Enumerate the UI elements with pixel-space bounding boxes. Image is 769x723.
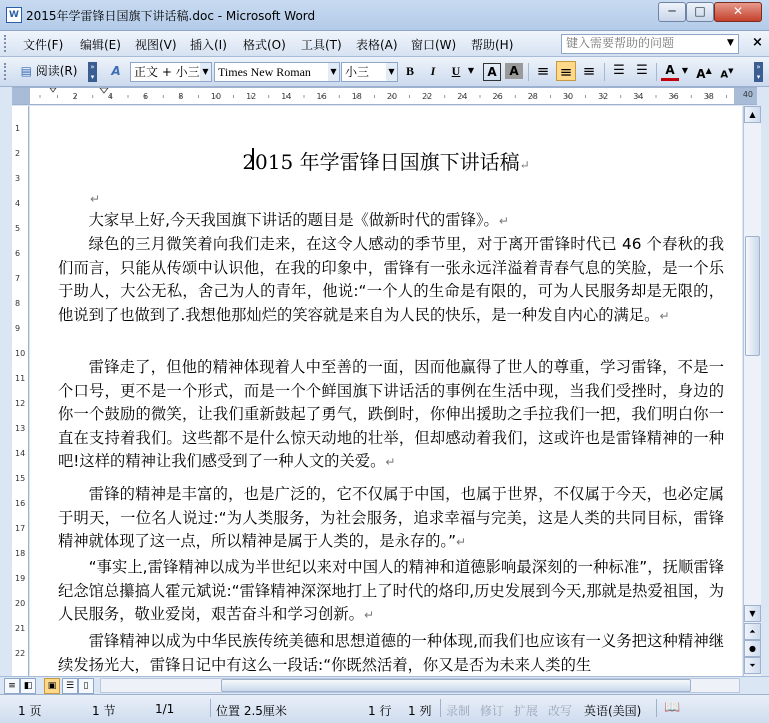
window-title: 2015年学雷锋日国旗下讲话稿.doc - Microsoft Word: [26, 9, 316, 23]
ruler-label: 22: [15, 649, 26, 658]
paragraph-mark: ↵: [659, 308, 670, 323]
ruler-label: 30: [562, 92, 574, 101]
book-icon: ▤: [20, 64, 32, 78]
italic-button[interactable]: I: [430, 64, 436, 78]
ruler-label: 28: [527, 92, 538, 101]
paragraph-spring[interactable]: [58, 233, 724, 328]
maximize-button[interactable]: □: [686, 2, 714, 22]
ruler-label: 36: [668, 92, 679, 101]
help-search-box[interactable]: [561, 34, 739, 54]
status-line: 1 行: [368, 704, 392, 718]
document-title-text: 2015 年学雷锋日国旗下讲话稿: [242, 150, 520, 174]
status-language[interactable]: 英语(美国): [584, 704, 642, 718]
horizontal-scroll-row: [0, 676, 769, 694]
status-separator: [440, 699, 441, 717]
ruler-label: 18: [351, 92, 362, 101]
empty-paragraph-mark: ↵: [90, 192, 101, 206]
ruler-label: 14: [281, 92, 292, 101]
chevron-down-icon: ▼: [328, 63, 339, 81]
menu-grip-handle[interactable]: [4, 35, 10, 52]
ruler-label: 34: [633, 92, 644, 101]
ruler-label: 10: [210, 92, 222, 101]
ruler-label: 2: [15, 149, 21, 158]
paragraph-text: 雷锋精神以成为中华民族传统美德和思想道德的一种体现,而我们也应该有一义务把这种精神继续发扬光大，雷锋日记中有这么一段话:“你既然活着，你又是否为未来人类的生: [58, 632, 724, 674]
normal-view-icon[interactable]: ≡: [4, 678, 20, 694]
horizontal-scrollbar[interactable]: [100, 678, 740, 693]
menu-help[interactable]: 帮助(H): [471, 38, 514, 52]
font-size-value: 小三: [345, 65, 370, 79]
ruler-label: 26: [492, 92, 503, 101]
styles-pane-icon[interactable]: A: [111, 64, 121, 78]
font-color-button[interactable]: A: [661, 61, 679, 81]
ruler-label: 1: [15, 124, 21, 133]
ruler-label: 22: [422, 92, 433, 101]
ruler-label: 12: [15, 399, 26, 408]
close-button[interactable]: ✕: [714, 2, 762, 22]
menu-view[interactable]: 视图(V): [135, 38, 177, 52]
scroll-down-icon[interactable]: ▼: [744, 605, 761, 622]
align-center-icon[interactable]: ≡: [556, 61, 576, 81]
help-search-dropdown-icon[interactable]: ▼: [727, 38, 734, 48]
ruler-label: 13: [15, 424, 26, 433]
paragraph-mark: ↵: [498, 214, 509, 228]
paragraph-greeting[interactable]: [58, 209, 724, 234]
status-separator: [656, 699, 657, 717]
status-bar: [0, 694, 769, 723]
status-page-of: 1/1: [155, 702, 175, 716]
ruler-label: 18: [15, 549, 26, 558]
ruler-label: 38: [703, 92, 714, 101]
paragraph-text: “事实上,雷锋精神以成为半世纪以来对中国人的精神和道德影响最深刻的一种标准”，抚顺雷锋纪念馆总攥搞人霍元斌说:“雷锋精神深深地打上了时代的烙印,历史发展到今天,那就是热爱祖国，为人民服务，敬业爱岗，艰苦奋斗和学习创新。: [58, 558, 724, 624]
vertical-ruler[interactable]: [12, 106, 29, 676]
ruler-label: 20: [386, 92, 398, 101]
menu-window[interactable]: 窗口(W): [411, 38, 457, 52]
menu-format[interactable]: 格式(O): [243, 38, 286, 52]
toolbar-overflow-chevron-icon[interactable]: » ▾: [754, 62, 763, 82]
reading-layout-view-icon[interactable]: ▯: [78, 678, 94, 694]
document-title[interactable]: [30, 146, 742, 175]
ruler-label: 11: [15, 374, 26, 383]
paragraph-text: 大家早上好,今天我国旗下讲话的题目是《做新时代的雷锋》。: [88, 211, 499, 229]
align-justify-icon[interactable]: ≡: [536, 62, 550, 80]
web-layout-view-icon[interactable]: ◧: [20, 678, 36, 694]
scroll-up-icon[interactable]: ▲: [744, 106, 761, 123]
menu-tools[interactable]: 工具(T): [301, 38, 342, 52]
vertical-scroll-thumb[interactable]: [745, 236, 760, 356]
spelling-grammar-icon[interactable]: 📖: [664, 700, 681, 715]
ruler-label: 4: [15, 199, 21, 208]
ruler-label: 24: [457, 92, 468, 101]
font-select[interactable]: [214, 62, 340, 82]
status-track-changes[interactable]: 修订: [480, 704, 505, 718]
bold-button[interactable]: B: [405, 64, 414, 78]
status-record[interactable]: 录制: [446, 704, 471, 718]
status-column: 1 列: [408, 704, 432, 718]
ruler-label: 7: [15, 274, 21, 283]
paragraph-mark: ↵: [456, 535, 467, 550]
font-size-select[interactable]: [341, 62, 398, 82]
paragraph-mark: ↵: [363, 608, 375, 623]
help-search-input[interactable]: [562, 35, 730, 51]
ruler-label: 16: [316, 92, 327, 101]
ruler-label: 32: [598, 92, 609, 101]
horizontal-scroll-thumb[interactable]: [221, 679, 691, 692]
ruler-label: 16: [15, 499, 26, 508]
ruler-label: 6: [15, 249, 21, 258]
ruler-label: 19: [15, 574, 26, 583]
toolbar-grip-handle[interactable]: [4, 63, 10, 80]
print-layout-view-icon[interactable]: ▣: [44, 678, 60, 694]
ruler-label: 8: [178, 92, 184, 101]
ruler-end-label: 40: [742, 90, 753, 99]
chevron-down-icon: ▼: [386, 63, 397, 81]
paragraph-text: 雷锋走了，但他的精神体现着人中至善的一面，因而他赢得了世人的尊重，学习雷锋，不是一个口号，更不是一个形式，而是一个个鲜国旗下讲话活的事例在生活中现，当我们受挫时，身边的你一个鼓励的微笑，让我们重新鼓起了勇气，跌倒时，你伸出援助之手拉我们一把，我们明白你一直在支持着我们。这些都不是什么惊天动地的壮举，但却感动着我们，这或许也是雷锋精神的一种吧!这样的精神让我们感受到了一种人文的关爱。: [58, 358, 724, 471]
title-bar: [0, 0, 769, 31]
menu-edit[interactable]: 编辑(E): [80, 38, 121, 52]
reading-mode-label: 阅读(R): [35, 64, 78, 78]
toolbar-separator: [656, 63, 657, 81]
ruler-label: 14: [15, 449, 26, 458]
paragraph-text: 绿色的三月微笑着向我们走来，在这令人感动的季节里，对于离开雷锋时代已 46 个春秋的我们而言，只能从传颂中认识他，在我的印象中，雷锋有一张永远洋溢着青春气息的笑脸，是一个乐于助人，大公无私，舍己为人的青年，他说:“一个人的生命是有限的，可为人民服务却是无限的，他说到了也做到了.我想他那灿烂的笑容就是来自为人民的快乐，是一种发自内心的满足。: [58, 235, 724, 324]
document-page[interactable]: [30, 106, 742, 676]
ruler-label: 21: [15, 624, 26, 633]
ruler-label: 6: [143, 92, 149, 101]
paragraph-fact[interactable]: [58, 556, 724, 628]
ruler-label: 8: [15, 299, 21, 308]
status-overtype[interactable]: 改写: [548, 704, 573, 718]
horizontal-ruler[interactable]: [12, 87, 757, 105]
paragraph-mark: ↵: [519, 158, 530, 172]
paragraph-spirit[interactable]: [58, 356, 724, 475]
paragraph-text: 雷锋的精神是丰富的，也是广泛的，它不仅属于中国，也属于世界，不仅属于今天，也必定属于明天，一位名人说过:“为人类服务，为社会服务，追求幸福与完美，这是人类的共同目标，雷锋精神就体现了这一点，所以精神是属于人类的，是永存的。”: [58, 485, 724, 551]
paragraph-mark: ↵: [385, 455, 396, 470]
status-page: 1 页: [18, 704, 42, 718]
chevron-down-icon: ▼: [200, 63, 211, 81]
next-page-icon[interactable]: ⏷: [744, 657, 761, 674]
select-browse-object-icon[interactable]: ●: [744, 640, 761, 657]
minimize-button[interactable]: ─: [658, 2, 686, 22]
ruler-label: 9: [15, 324, 21, 333]
previous-page-icon[interactable]: ⏶: [744, 623, 761, 640]
word-app-icon[interactable]: W: [6, 7, 22, 23]
paragraph-tradition[interactable]: [58, 630, 724, 676]
reading-mode-button[interactable]: [14, 61, 84, 81]
font-color-dropdown-icon[interactable]: ▼: [681, 66, 689, 75]
ruler-label: 17: [15, 524, 26, 533]
style-select[interactable]: [130, 62, 212, 82]
numbered-list-icon[interactable]: ☰: [613, 63, 625, 78]
ruler-label: 20: [15, 599, 26, 608]
ruler-label: 2: [72, 92, 78, 101]
grow-font-icon[interactable]: A▲: [696, 66, 712, 81]
align-right-icon[interactable]: ≡: [582, 62, 596, 80]
formatting-toolbar: [0, 57, 769, 87]
shrink-font-icon[interactable]: A▼: [720, 67, 734, 81]
toolbar-options-chevron-icon[interactable]: » ▾: [88, 62, 97, 82]
font-value: Times New Roman: [218, 65, 311, 79]
ruler-corner: [0, 87, 12, 105]
status-extend[interactable]: 扩展: [514, 704, 539, 718]
bulleted-list-icon[interactable]: ☰: [636, 63, 648, 78]
paragraph-rich[interactable]: [58, 483, 724, 555]
underline-dropdown-icon[interactable]: ▼: [467, 66, 475, 75]
toolbar-separator: [604, 63, 605, 81]
underline-button[interactable]: U: [451, 64, 461, 78]
vertical-scrollbar[interactable]: [743, 106, 761, 676]
ruler-label: 15: [15, 474, 26, 483]
outline-view-icon[interactable]: ☰: [62, 678, 78, 694]
status-separator: [210, 699, 211, 717]
ruler-label: 5: [15, 224, 21, 233]
character-border-button[interactable]: A: [483, 63, 501, 81]
status-section: 1 节: [92, 704, 116, 718]
menu-table[interactable]: 表格(A): [356, 38, 398, 52]
document-close-button[interactable]: ×: [752, 35, 763, 50]
menu-file[interactable]: 文件(F): [23, 38, 64, 52]
menu-insert[interactable]: 插入(I): [190, 38, 227, 52]
status-position: 位置 2.5厘米: [216, 704, 287, 718]
style-value: 正文 + 小三: [134, 65, 200, 79]
ruler-label: 4: [107, 92, 113, 101]
ruler-label: 12: [246, 92, 257, 101]
ruler-label: 10: [15, 349, 26, 358]
character-shading-button[interactable]: A: [505, 63, 523, 79]
toolbar-separator: [528, 63, 529, 81]
menu-bar: [0, 31, 769, 57]
ruler-scale: [12, 88, 757, 104]
ruler-label: 3: [15, 174, 21, 183]
